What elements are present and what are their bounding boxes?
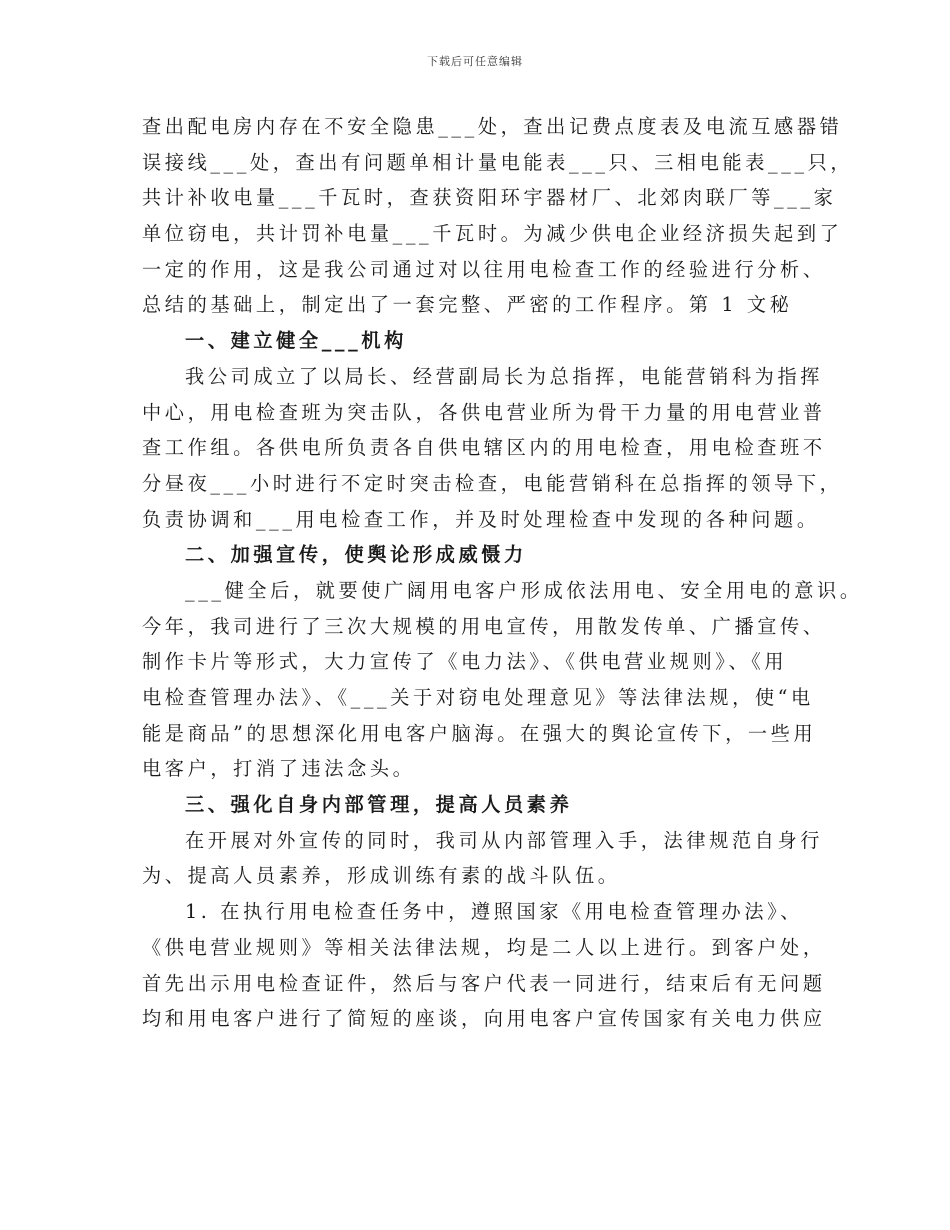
section-heading: 一、建立健全___机构 bbox=[185, 329, 407, 353]
paragraph-line: 共计补收电量___千瓦时，查获资阳环宇器材厂、北郊肉联厂等___家 bbox=[142, 186, 837, 210]
paragraph-line: 查工作组。各供电所负责各自供电辖区内的用电检查，用电检查班不 bbox=[142, 436, 826, 460]
paragraph-line: ___健全后，就要使广阔用电客户形成依法用电、安全用电的意识。 bbox=[185, 578, 863, 602]
paragraph-line: 在开展对外宣传的同时，我司从内部管理入手，法律规范自身行 bbox=[185, 828, 824, 852]
paragraph-line: 分昼夜___小时进行不定时突击检查，电能营销科在总指挥的领导下， bbox=[142, 471, 843, 495]
paragraph-line: 1. 在执行用电检查任务中，遵照国家《用电检查管理办法》、 bbox=[185, 900, 804, 924]
paragraph-line: 首先出示用电检查证件，然后与客户代表一同进行，结束后有无问题 bbox=[142, 971, 826, 995]
paragraph-line: 均和用电客户进行了简短的座谈，向用电客户宣传国家有关电力供应 bbox=[142, 1007, 826, 1031]
section-heading: 二、加强宣传，使舆论形成威慑力 bbox=[185, 543, 527, 567]
paragraph-line: 我公司成立了以局长、经营副局长为总指挥，电能营销科为指挥 bbox=[185, 364, 824, 388]
paragraph-line: 电检查管理办法》、《___关于对窃电处理意见》等法律法规，使“电 bbox=[142, 686, 814, 709]
page-header: 下载后可任意编辑 bbox=[427, 55, 523, 68]
paragraph-line: 能是商品”的思想深化用电客户脑海。在强大的舆论宣传下，一些用 bbox=[142, 721, 817, 745]
paragraph-line: 中心，用电检查班为突击队，各供电营业所为骨干力量的用电营业普 bbox=[142, 400, 826, 424]
paragraph-line: 电客户，打消了违法念头。 bbox=[142, 757, 416, 781]
paragraph-line: 单位窃电，共计罚补电量___千瓦时。为减少供电企业经济损失起到了 bbox=[142, 222, 843, 246]
paragraph-line: 误接线___处，查出有问题单相计量电能表___只、三相电能表___只， bbox=[142, 150, 854, 174]
document-body bbox=[142, 109, 863, 1037]
section-heading: 三、强化自身内部管理，提高人员素养 bbox=[185, 793, 573, 817]
paragraph-line: 制作卡片等形式，大力宣传了《电力法》、《供电营业规则》、《用 bbox=[142, 650, 788, 674]
paragraph-line: 总结的基础上，制定出了一套完整、严密的工作程序。第 1 文秘 bbox=[142, 293, 793, 317]
paragraph-line: 一定的作用，这是我公司通过对以往用电检查工作的经验进行分析、 bbox=[142, 257, 826, 281]
paragraph-line: 《供电营业规则》等相关法律法规，均是二人以上进行。到客户处， bbox=[142, 935, 826, 959]
paragraph-line: 今年，我司进行了三次大规模的用电宣传，用散发传单、广播宣传、 bbox=[142, 614, 826, 638]
paragraph-line: 负责协调和___用电检查工作，并及时处理检查中发现的各种问题。 bbox=[142, 507, 820, 531]
paragraph-line: 查出配电房内存在不安全隐患___处，查出记费点度表及电流互感器错 bbox=[142, 115, 843, 138]
paragraph-line: 为、提高人员素养，形成训练有素的战斗队伍。 bbox=[142, 864, 621, 888]
